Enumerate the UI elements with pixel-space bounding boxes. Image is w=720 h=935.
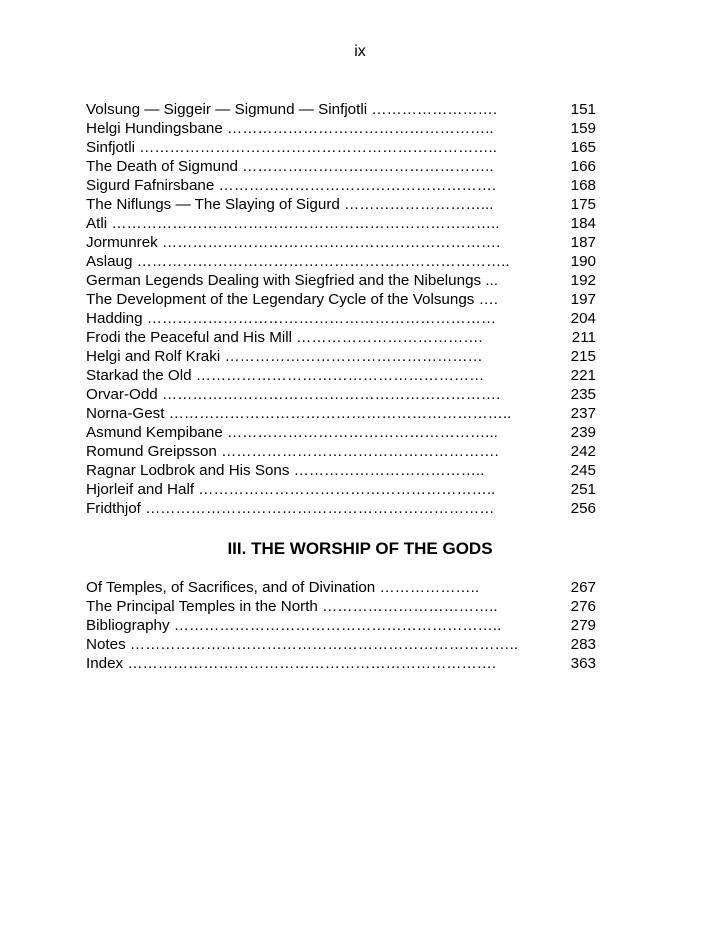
toc-entry-page: 204 [570, 310, 596, 327]
toc-entry-page: 267 [570, 579, 596, 596]
toc-entry-page: 251 [570, 481, 596, 498]
toc-entry-page: 283 [570, 636, 596, 653]
toc-entry-page: 187 [570, 234, 596, 251]
toc-entry [86, 461, 596, 480]
toc-part-two [86, 100, 596, 518]
toc-entry [86, 654, 596, 673]
toc-entry [86, 385, 596, 404]
toc-entry-title: Index ………………………………………………………………. [86, 655, 497, 672]
toc-entry-title: The Development of the Legendary Cycle of the Volsungs …. [86, 291, 498, 308]
toc-entry [86, 597, 596, 616]
toc-entry-page: 276 [570, 598, 596, 615]
toc-entry [86, 119, 596, 138]
toc-entry-title: Jormunrek …………………………………………………………. [86, 234, 501, 251]
toc-entry-page: 279 [570, 617, 596, 634]
toc-entry-page: 239 [570, 424, 596, 441]
toc-entry-page: 363 [570, 655, 596, 672]
toc-entry-page: 256 [570, 500, 596, 517]
toc-entry [86, 328, 596, 347]
toc-entry-title: Atli ………………………………………………………………….. [86, 215, 500, 232]
toc-entry-page: 165 [570, 139, 596, 156]
toc-entry-title: Fridthjof …………………………………………………………… [86, 500, 495, 517]
toc-entry-title: Ragnar Lodbrok and His Sons ……………………………….. [86, 462, 485, 479]
page-number: ix [354, 43, 366, 60]
toc-entry [86, 499, 596, 518]
toc-entry-page: 168 [570, 177, 596, 194]
toc-entry-page: 159 [570, 120, 596, 137]
section-heading: III. THE WORSHIP OF THE GODS [227, 539, 493, 558]
toc-entry-page: 242 [570, 443, 596, 460]
toc-entry [86, 290, 596, 309]
toc-entry-title: Of Temples, of Sacrifices, and of Divination ……………….. [86, 579, 480, 596]
toc-entry-title: Orvar-Odd …………………………………………………………. [86, 386, 501, 403]
toc-entry-page: 221 [570, 367, 596, 384]
toc-entry-title: Norna-Gest ………………………………………………………….. [86, 405, 512, 422]
toc-entry-title: Volsung — Siggeir — Sigmund — Sinfjotli ……………………. [86, 101, 498, 118]
toc-entry [86, 138, 596, 157]
toc-entry [86, 252, 596, 271]
toc-entry-title: Hjorleif and Half ………………………………………………….. [86, 481, 496, 498]
toc-entry [86, 347, 596, 366]
toc-entry [86, 404, 596, 423]
toc-entry-page: 197 [570, 291, 596, 308]
toc-entry-title: Notes ………………………………………………………………….. [86, 636, 519, 653]
toc-entry-page: 235 [570, 386, 596, 403]
toc-entry-page: 215 [570, 348, 596, 365]
toc-entry-page: 211 [571, 329, 596, 346]
toc-entry [86, 214, 596, 233]
toc-entry-title: Sinfjotli …………………………………………………………….. [86, 139, 497, 156]
toc-entry [86, 271, 596, 290]
toc-entry-title: Frodi the Peaceful and His Mill ………………………………. [86, 329, 483, 346]
toc-entry [86, 309, 596, 328]
toc-entry-title: The Death of Sigmund ………………………………………….. [86, 158, 494, 175]
toc-entry [86, 578, 596, 597]
toc-entry-title: Helgi Hundingsbane …………………………………………….. [86, 120, 494, 137]
toc-entry-page: 245 [570, 462, 596, 479]
toc-entry [86, 423, 596, 442]
toc-entry [86, 616, 596, 635]
toc-entry [86, 233, 596, 252]
toc-entry-title: Romund Greipsson ………………………………………………. [86, 443, 499, 460]
toc-entry-title: Starkad the Old ………………………………………………… [86, 367, 485, 384]
toc-entry [86, 442, 596, 461]
toc-entry [86, 480, 596, 499]
toc-entry [86, 176, 596, 195]
toc-entry-title: German Legends Dealing with Siegfried and the Nibelungs ... [86, 272, 498, 289]
toc-entry-title: Sigurd Fafnirsbane ………………………………………………. [86, 177, 497, 194]
toc-entry-page: 151 [570, 101, 596, 118]
toc-entry-title: Asmund Kempibane ……………………………………………... [86, 424, 498, 441]
toc-entry [86, 195, 596, 214]
toc-entry [86, 100, 596, 119]
toc-entry [86, 635, 596, 654]
toc-entry-title: The Principal Temples in the North …………………………….. [86, 598, 498, 615]
toc-entry-title: Aslaug ……………………………………………………………….. [86, 253, 510, 270]
toc-entry-page: 190 [570, 253, 596, 270]
toc-entry-page: 175 [570, 196, 596, 213]
toc-entry [86, 366, 596, 385]
toc-entry-page: 184 [570, 215, 596, 232]
toc-entry [86, 157, 596, 176]
toc-entry-title: Helgi and Rolf Kraki …………………………………………… [86, 348, 483, 365]
toc-entry-title: The Niflungs — The Slaying of Sigurd ………………………... [86, 196, 494, 213]
toc-entry-title: Hadding …………………………………………………………… [86, 310, 497, 327]
toc-part-three [86, 578, 596, 673]
toc-entry-page: 166 [570, 158, 596, 175]
toc-entry-page: 237 [570, 405, 596, 422]
toc-entry-page: 192 [570, 272, 596, 289]
toc-entry-title: Bibliography ……………………………………………………….. [86, 617, 502, 634]
